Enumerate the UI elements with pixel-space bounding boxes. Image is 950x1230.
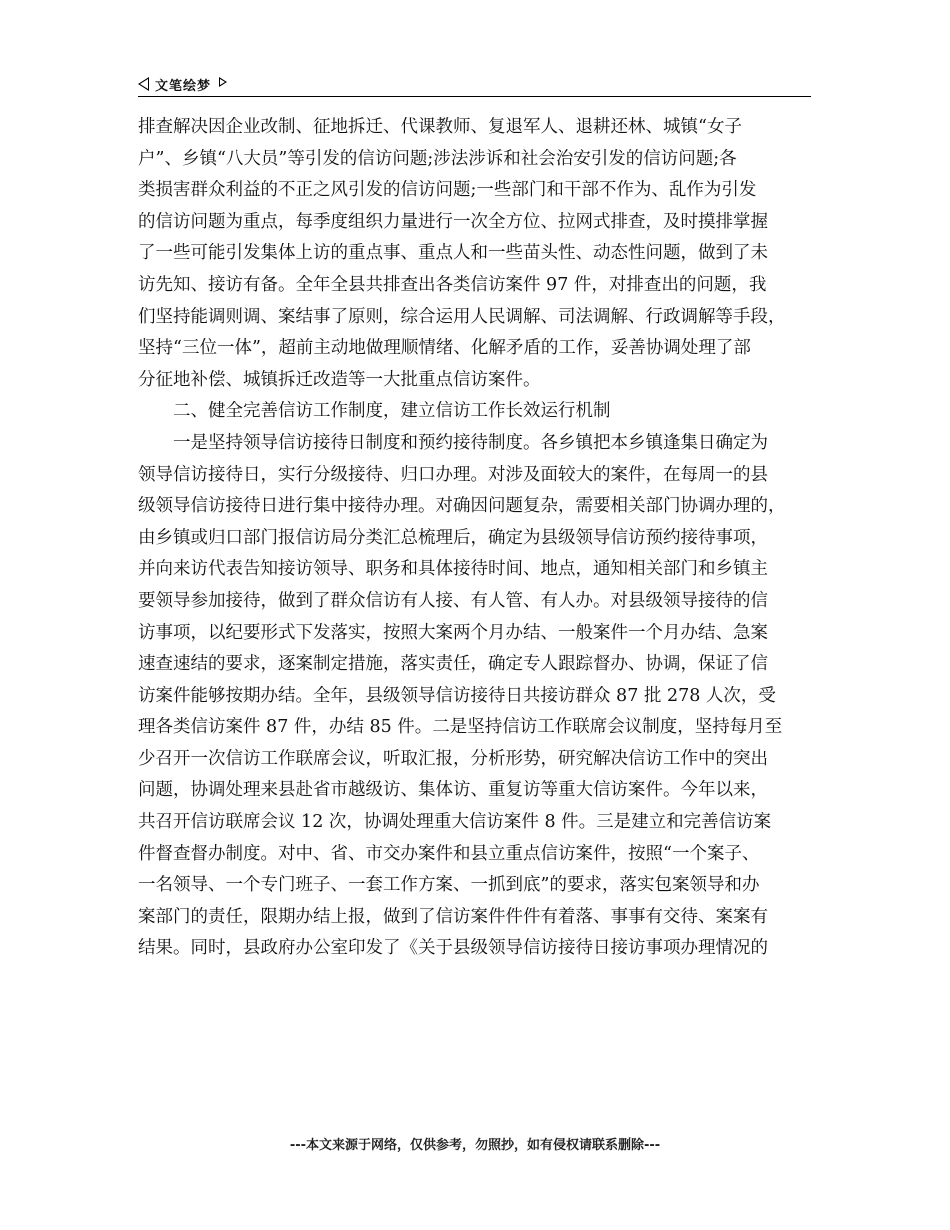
text-line: 类损害群众利益的不正之风引发的信访问题;一些部门和干部不作为、乱作为引发: [138, 180, 757, 201]
text-line: 排查解决因企业改制、征地拆迁、代课教师、复退军人、退耕还林、城镇“女子: [138, 117, 742, 137]
text-line: 速查速结的要求，逐案制定措施，落实责任，确定专人跟踪督办、协调，保证了信: [138, 654, 768, 675]
text-line: 领导信访接待日，实行分级接待、归口办理。对涉及面较大的案件，在每周一的县: [138, 464, 768, 485]
triangle-left-icon: [138, 77, 149, 91]
text-line: 结果。同时，县政府办公室印发了《关于县级领导信访接待日接访事项办理情况的: [138, 938, 768, 959]
page-header: [138, 72, 811, 97]
text-line: 访先知、接访有备。全年全县共排查出各类信访案件 97 件，对排查出的问题，我: [138, 274, 767, 295]
triangle-right-icon: [219, 77, 227, 87]
text-line: 户”、乡镇“八大员”等引发的信访问题;涉法涉诉和社会治安引发的信访问题;各: [138, 148, 737, 169]
document-body: [138, 112, 818, 965]
page-footer: ---本文来源于网络，仅供参考，勿照抄，如有侵权请联系删除---: [289, 1138, 661, 1153]
text-line: 并向来访代表告知接访领导、职务和具体接待时间、地点，通知相关部门和乡镇主: [138, 559, 768, 580]
text-line: 们坚持能调则调、案结事了原则，综合运用人民调解、司法调解、行政调解等手段，: [138, 306, 786, 327]
text-line: 案部门的责任，限期办结上报，做到了信访案件件件有着落、事事有交待、案案有: [138, 906, 768, 927]
text-line: 访案件能够按期办结。全年，县级领导信访接待日共接访群众 87 批 278 人次，受: [138, 685, 776, 706]
text-line: 访事项，以纪要形式下发落实，按照大案两个月办结、一般案件一个月办结、急案: [138, 622, 768, 643]
text-line: 由乡镇或归口部门报信访局分类汇总梳理后，确定为县级领导信访预约接待事项，: [138, 527, 768, 548]
text-line: 分征地补偿、城镇拆迁改造等一大批重点信访案件。: [138, 369, 541, 390]
brand-title: 文笔绘梦: [155, 78, 212, 94]
text-line: 件督查督办制度。对中、省、市交办案件和县立重点信访案件，按照“一个案子、: [138, 843, 760, 864]
text-line: 共召开信访联席会议 12 次，协调处理重大信访案件 8 件。三是建立和完善信访案: [138, 812, 772, 833]
text-line: 理各类信访案件 87 件，办结 85 件。二是坚持信访工作联席会议制度，坚持每月至: [138, 717, 783, 738]
text-line: 坚持“三位一体”，超前主动地做理顺情绪、化解矛盾的工作，妥善协调处理了部: [138, 338, 751, 359]
text-line: 一名领导、一个专门班子、一套工作方案、一抓到底”的要求，落实包案领导和办: [138, 875, 760, 896]
text-line: 了一些可能引发集体上访的重点事、重点人和一些苗头性、动态性问题，做到了未: [138, 243, 768, 264]
text-line: 少召开一次信访工作联席会议，听取汇报，分析形势，研究解决信访工作中的突出: [138, 748, 768, 769]
section-heading: 二、健全完善信访工作制度，建立信访工作长效运行机制: [173, 401, 611, 422]
text-line: 级领导信访接待日进行集中接待办理。对确因问题复杂，需要相关部门协调办理的，: [138, 496, 786, 517]
text-line: 问题，协调处理来县赴省市越级访、集体访、重复访等重大信访案件。今年以来，: [138, 780, 768, 801]
text-line: 的信访问题为重点，每季度组织力量进行一次全方位、拉网式排查，及时摸排掌握: [138, 211, 768, 232]
text-line: 要领导参加接待，做到了群众信访有人接、有人管、有人办。对县级领导接待的信: [138, 590, 768, 611]
paragraph-start-line: 一是坚持领导信访接待日制度和预约接待制度。各乡镇把本乡镇逢集日确定为: [173, 432, 768, 453]
